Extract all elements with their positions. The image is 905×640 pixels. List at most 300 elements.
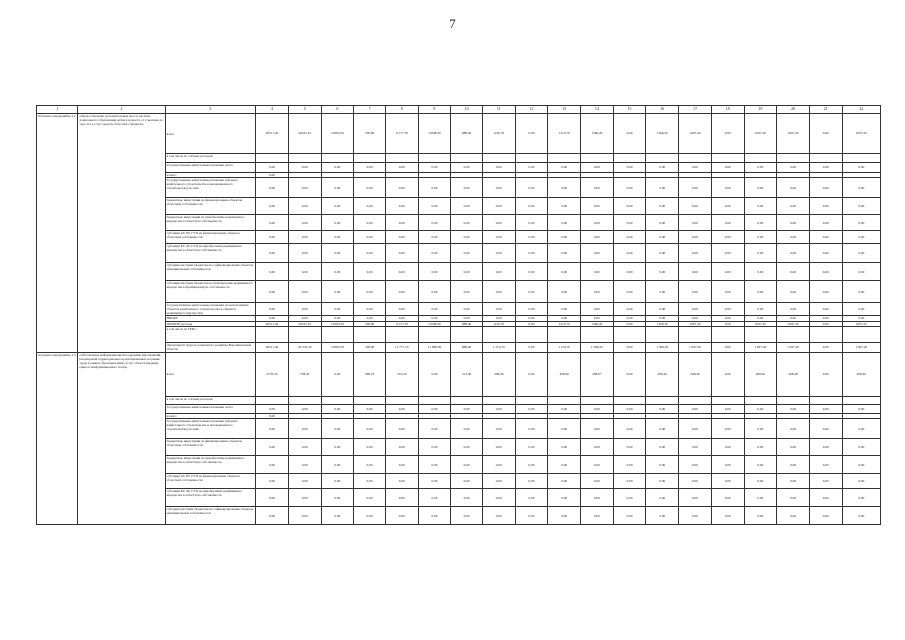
value-cell: 0,00 [581,316,614,321]
event-code: Основное мероприятие 2.3 [37,352,78,524]
value-cell: 0,00 [777,316,810,321]
value-cell: 0,00 [515,215,548,231]
value-cell: 0,00 [288,474,321,489]
value-cell: 0,00 [451,404,483,413]
value-cell: 0,00 [256,231,289,244]
value-cell: 0,00 [321,352,354,396]
value-cell: 0,00 [777,419,810,439]
value-cell: 0,00 [679,404,712,413]
value-cell [646,396,679,404]
value-cell: 1097,20 [744,321,777,326]
value-cell: 0,00 [613,474,646,489]
value-cell: 0,00 [385,456,418,474]
budget-table-container [36,105,881,525]
row-label: Департамент труда и социального развития Ворошиловской области [165,342,256,352]
value-cell: 0,00 [354,281,386,303]
value-cell: 1097,20 [842,321,880,326]
value-cell: 0,00 [711,456,744,474]
row-label: субсидии БУ, АУ, ГУП на приобретение недвижимого имущества в областную собственность [165,489,256,507]
value-cell: 0,00 [646,507,679,525]
value-cell [548,326,581,342]
value-cell: 0,00 [451,198,483,215]
event-total-row [37,352,881,396]
value-cell [256,396,289,404]
value-cell: 0,00 [354,263,386,281]
value-cell: 0,00 [418,263,451,281]
value-cell: 372,20 [385,352,418,396]
row-label: субсидии местным бюджетам на софинансирование объектов муниципальной собственности [165,263,256,281]
value-cell: 0,00 [711,178,744,198]
header-row [37,106,881,114]
value-cell [418,396,451,404]
column-number: 13 [548,106,581,114]
value-cell: 0,00 [418,456,451,474]
value-cell: 0,00 [385,163,418,173]
value-cell: 0,00 [581,456,614,474]
value-cell: 0,00 [548,439,581,456]
value-cell: 0,00 [288,198,321,215]
row-label: субсидии местным бюджетам на приобретение недвижимого имущества в муниципальную собственность [165,281,256,303]
value-cell: 0,00 [288,507,321,525]
value-cell: 0,00 [548,231,581,244]
value-cell: 0,00 [354,316,386,321]
column-number: 2 [78,106,165,114]
value-cell: 0,00 [354,419,386,439]
value-cell: 0,00 [288,439,321,456]
value-cell: 1 366,20 [581,342,614,352]
value-cell: 0,00 [321,316,354,321]
value-cell: 0,00 [418,419,451,439]
value-cell: 0,00 [679,419,712,439]
value-cell [842,326,880,342]
value-cell: 0,00 [256,316,289,321]
value-cell: 0,00 [288,419,321,439]
event-code: Основное мероприятие 2.2 [37,114,78,353]
value-cell: 0,00 [809,474,842,489]
value-cell: 308,40 [482,352,515,396]
value-cell: 0,00 [679,281,712,303]
value-cell: 0,00 [744,316,777,321]
value-cell: 0,00 [321,178,354,198]
value-cell: 1 097,20 [744,342,777,352]
value-cell: 0,00 [646,231,679,244]
value-cell: 0,00 [842,456,880,474]
value-cell: 0,00 [482,474,515,489]
value-cell: 0,00 [418,244,451,263]
value-cell: 0,00 [256,419,289,439]
value-cell: 0,00 [256,263,289,281]
row-label: субсидии местным бюджетам на софинансирование объектов муниципальной собственности [165,507,256,525]
value-cell: 0,00 [482,404,515,413]
value-cell: 0,00 [581,474,614,489]
value-cell: 0,00 [711,342,744,352]
row-label: в том числе по ГРБС: [165,326,256,342]
row-label: Государственные капитальные вложения, всего [165,404,256,413]
value-cell: 0,00 [515,456,548,474]
value-cell: 0,00 [744,244,777,263]
column-number: 16 [646,106,679,114]
value-cell: 0,00 [777,244,810,263]
value-cell: 0,00 [385,215,418,231]
value-cell: 0,00 [809,316,842,321]
value-cell: 0,00 [321,489,354,507]
value-cell: 0,00 [321,198,354,215]
value-cell: 0,00 [613,178,646,198]
value-cell: 0,00 [711,404,744,413]
value-cell: 11098,30 [418,114,451,154]
value-cell: 208,40 [744,352,777,396]
value-cell [777,396,810,404]
row-label: субсидии БУ, АУ, ГУП на приобретение недвижимого имущества в областную собственность [165,244,256,263]
value-cell: 0,00 [581,215,614,231]
page-number: 7 [449,16,456,31]
value-cell: 0,00 [646,244,679,263]
value-cell: 0,00 [809,456,842,474]
column-number: 15 [613,106,646,114]
value-cell: 0,00 [646,404,679,413]
value-cell: 0,00 [288,303,321,316]
value-cell: 0,00 [646,439,679,456]
value-cell: 0,00 [385,419,418,439]
value-cell: 0,00 [288,456,321,474]
value-cell: 0,00 [711,163,744,173]
value-cell [711,154,744,163]
row-label: всего [165,352,256,396]
value-cell: 0,00 [613,198,646,215]
column-number: 12 [515,106,548,114]
value-cell: 0,00 [646,198,679,215]
value-cell [581,326,614,342]
value-cell [354,326,386,342]
value-cell: 0,00 [482,316,515,321]
value-cell: 0,00 [451,244,483,263]
value-cell: 0,00 [515,321,548,326]
value-cell: 0,00 [809,198,842,215]
value-cell: 0,00 [842,507,880,525]
value-cell [385,154,418,163]
value-cell: 1210,70 [548,321,581,326]
value-cell: 0,00 [321,163,354,173]
value-cell: 0,00 [385,507,418,525]
value-cell: 708,00 [354,321,386,326]
value-cell: 0,00 [581,489,614,507]
value-cell: 1366,20 [581,114,614,154]
value-cell: 0,00 [646,419,679,439]
value-cell: 0,00 [354,198,386,215]
value-cell: 0,00 [321,456,354,474]
value-cell: 708,00 [354,342,386,352]
value-cell: 0,00 [321,439,354,456]
value-cell: 0,00 [321,231,354,244]
value-cell: 0,00 [385,231,418,244]
row-label: ПРОЧИЕ расходы [165,321,256,326]
value-cell [354,396,386,404]
value-cell: 0,00 [354,507,386,525]
value-cell: 11777,70 [385,321,418,326]
value-cell [613,154,646,163]
value-cell [515,326,548,342]
value-cell: 0,00 [581,244,614,263]
value-cell: 0,00 [679,303,712,316]
value-cell: 0,00 [385,316,418,321]
value-cell: 0,00 [548,474,581,489]
value-cell: 0,00 [581,303,614,316]
value-cell: 0,00 [548,263,581,281]
value-cell: 0,00 [744,474,777,489]
value-cell: 0,00 [809,178,842,198]
value-cell: 0,00 [809,419,842,439]
value-cell: 0,00 [288,263,321,281]
value-cell: 1 366,20 [646,342,679,352]
value-cell: 1097,20 [777,114,810,154]
value-cell: 0,00 [451,439,483,456]
value-cell: 0,00 [613,489,646,507]
value-cell: 0,00 [256,439,289,456]
value-cell: 0,00 [321,474,354,489]
value-cell: 20511,40 [256,321,289,326]
row-label: бюджетные инвестиции на финансирование объектов областной собственности [165,198,256,215]
value-cell: 0,00 [711,474,744,489]
value-cell: 0,00 [679,474,712,489]
value-cell: 0,00 [515,263,548,281]
value-cell: 0,00 [482,163,515,173]
value-cell: 0,00 [842,281,880,303]
value-cell: 0,00 [385,263,418,281]
value-cell: 0,00 [288,404,321,413]
value-cell: 0,00 [256,178,289,198]
value-cell: 0,00 [744,263,777,281]
value-cell: 0,00 [548,215,581,231]
value-cell: 0,00 [482,231,515,244]
value-cell: 0,00 [451,507,483,525]
value-cell: 0,00 [809,352,842,396]
value-cell: 1097,20 [777,321,810,326]
value-cell [679,154,712,163]
value-cell: 0,00 [842,404,880,413]
value-cell: 313,30 [451,352,483,396]
row-label: бюджетные инвестиции на приобретение недвижимого имущества в областную собственность [165,456,256,474]
value-cell: 0,00 [613,321,646,326]
value-cell: 0,00 [482,198,515,215]
value-cell: 0,00 [809,281,842,303]
value-cell: 0,00 [288,489,321,507]
value-cell: 0,00 [809,231,842,244]
value-cell: 0,00 [581,419,614,439]
value-cell: 0,00 [744,178,777,198]
value-cell: 0,00 [679,215,712,231]
value-cell: 0,00 [515,342,548,352]
value-cell: 0,00 [548,281,581,303]
column-number: 8 [385,106,418,114]
value-cell: 0,00 [385,198,418,215]
value-cell: 0,00 [321,281,354,303]
value-cell: 0,00 [613,342,646,352]
value-cell: 0,00 [515,178,548,198]
value-cell: 0,00 [385,244,418,263]
value-cell: 0,00 [679,507,712,525]
value-cell: 0,00 [842,419,880,439]
value-cell [515,154,548,163]
value-cell: 0,00 [613,163,646,173]
value-cell: 0,00 [256,198,289,215]
value-cell: 0,00 [418,316,451,321]
column-number: 5 [288,106,321,114]
value-cell: 0,00 [418,215,451,231]
value-cell [809,396,842,404]
value-cell: 398,23 [354,352,386,396]
value-cell: 0,00 [451,456,483,474]
value-cell: 20511,40 [256,114,289,154]
value-cell: 1097,20 [679,321,712,326]
value-cell: 0,00 [418,439,451,456]
column-number: 9 [418,106,451,114]
value-cell: 0,00 [581,281,614,303]
value-cell: 0,00 [256,281,289,303]
value-cell: 0,00 [418,489,451,507]
value-cell: 0,00 [354,163,386,173]
value-cell: 0,00 [354,489,386,507]
budget-table [36,105,881,525]
value-cell [711,326,744,342]
column-number: 22 [842,106,880,114]
row-label: субсидии АУ, БУ, ГУП на финансирование объектов областной собственности [165,231,256,244]
value-cell: 0,00 [744,303,777,316]
value-cell [256,154,289,163]
value-cell: 0,00 [711,303,744,316]
value-cell: 0,00 [744,456,777,474]
value-cell [646,154,679,163]
value-cell: 0,00 [515,281,548,303]
value-cell: 0,00 [482,303,515,316]
value-cell: 0,00 [613,244,646,263]
value-cell [354,154,386,163]
value-cell: 0,00 [809,303,842,316]
value-cell: 0,00 [809,321,842,326]
value-cell: 0,00 [613,114,646,154]
value-cell: 11777,70 [385,114,418,154]
value-cell: 0,00 [451,178,483,198]
value-cell: 0,00 [451,419,483,439]
value-cell: 1 097,20 [777,342,810,352]
value-cell: 0,00 [744,231,777,244]
value-cell: 0,00 [451,303,483,316]
value-cell: 0,00 [354,215,386,231]
value-cell: 0,00 [613,281,646,303]
value-cell: 0,00 [646,474,679,489]
value-cell [613,396,646,404]
value-cell: 0,00 [515,404,548,413]
value-cell: 0,00 [385,439,418,456]
value-cell: 0,00 [515,244,548,263]
value-cell: 0,00 [711,507,744,525]
value-cell [418,154,451,163]
value-cell: 0,00 [418,178,451,198]
value-cell: 0,00 [418,281,451,303]
value-cell: 1210,70 [482,321,515,326]
value-cell: 0,00 [548,456,581,474]
value-cell: 0,00 [321,303,354,316]
value-cell: 0,00 [385,281,418,303]
value-cell: 0,00 [744,507,777,525]
value-cell: 0,00 [711,489,744,507]
column-number: 18 [711,106,744,114]
value-cell: 0,00 [711,419,744,439]
value-cell: 688,40 [451,321,483,326]
value-cell: 0,00 [744,198,777,215]
value-cell: 0,00 [385,303,418,316]
value-cell: 0,00 [515,474,548,489]
row-label: в том числе по статьям расходов: [165,396,256,404]
value-cell: 0,00 [679,231,712,244]
value-cell [321,154,354,163]
value-cell: 0,00 [515,163,548,173]
value-cell: 0,00 [418,507,451,525]
value-cell: 0,00 [777,404,810,413]
value-cell: 0,00 [515,439,548,456]
value-cell [482,396,515,404]
value-cell: 0,00 [385,474,418,489]
value-cell: 688,40 [451,114,483,154]
value-cell: 0,00 [613,231,646,244]
value-cell: 0,00 [482,178,515,198]
value-cell: 708,00 [354,114,386,154]
value-cell: 0,00 [256,303,289,316]
value-cell: 0,00 [809,263,842,281]
value-cell: 0,00 [679,244,712,263]
value-cell: 0,00 [418,163,451,173]
value-cell: 0,00 [744,215,777,231]
value-cell: 0,00 [809,342,842,352]
value-cell: 0,00 [842,198,880,215]
value-cell: 0,00 [288,231,321,244]
value-cell: 0,00 [482,489,515,507]
value-cell: 2755,10 [256,352,289,396]
value-cell: 0,00 [482,263,515,281]
value-cell [482,154,515,163]
value-cell: 0,00 [256,404,289,413]
value-cell: 0,00 [581,198,614,215]
value-cell: 0,00 [809,489,842,507]
value-cell: 0,00 [646,316,679,321]
value-cell: 0,00 [711,114,744,154]
value-cell: 0,00 [646,163,679,173]
value-cell: 0,00 [777,303,810,316]
value-cell [842,154,880,163]
value-cell: 0,00 [744,419,777,439]
value-cell: 0,00 [744,404,777,413]
value-cell: 19583,30 [321,342,354,352]
value-cell: 0,00 [646,281,679,303]
value-cell [744,326,777,342]
value-cell: 0,00 [581,507,614,525]
value-cell: 0,00 [842,244,880,263]
value-cell: 0,00 [744,281,777,303]
value-cell: 0,00 [451,316,483,321]
row-label: Государственные капитальные вложения, всего [165,163,256,173]
value-cell [581,154,614,163]
row-label: из них: [165,413,256,418]
value-cell: 0,00 [613,419,646,439]
value-cell [288,396,321,404]
value-cell: 0,00 [451,215,483,231]
value-cell: 0,00 [256,163,289,173]
value-cell [451,326,483,342]
value-cell: 0,00 [711,263,744,281]
value-cell: 20333,10 [288,321,321,326]
value-cell: 0,00 [646,178,679,198]
value-cell: 0,00 [613,263,646,281]
value-cell [842,396,880,404]
